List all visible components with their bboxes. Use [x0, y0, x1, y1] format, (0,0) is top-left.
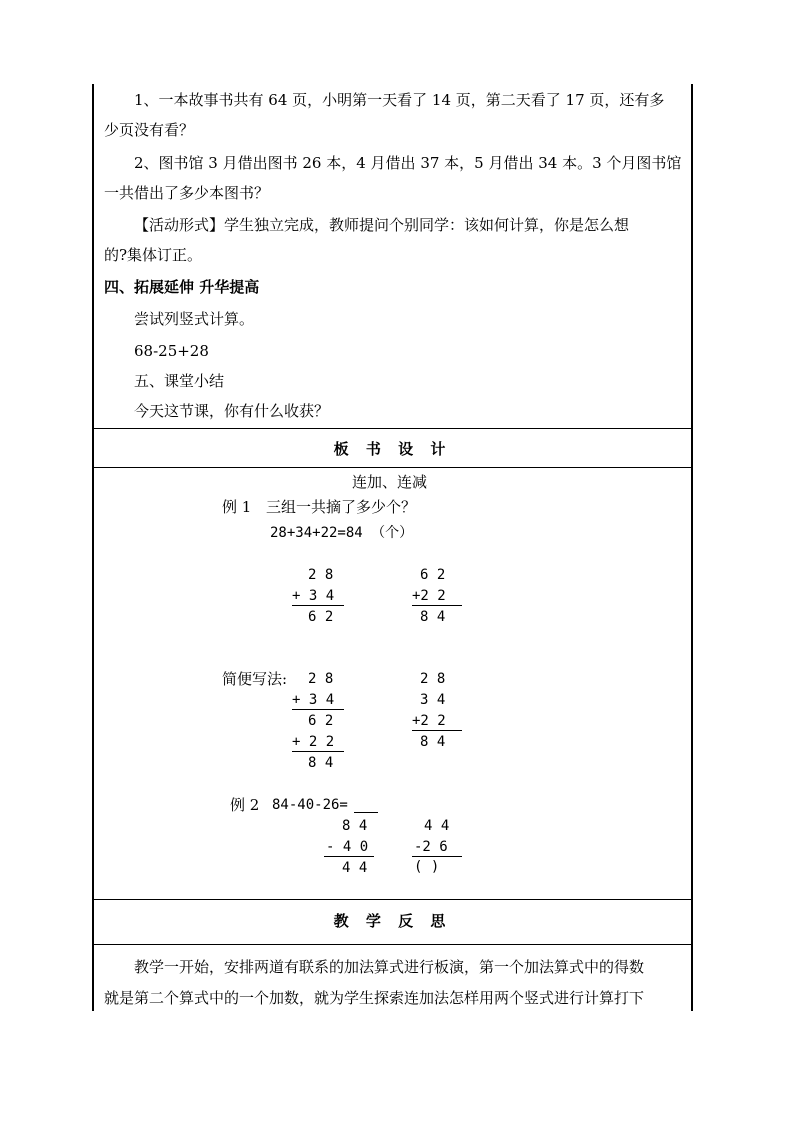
- vertical-4-line-2: 3 4: [420, 692, 446, 708]
- vertical-1-line-1: 2 8: [308, 567, 334, 583]
- vertical-3-line-2: + 3 4: [292, 692, 335, 708]
- vertical-5-rule: [324, 856, 374, 857]
- section-5-question: 今天这节课，你有什么收获？: [134, 402, 330, 420]
- example-1-equation: 28+34+22=84 （个）: [270, 525, 414, 541]
- vertical-2-line-1: 6 2: [420, 567, 446, 583]
- vertical-5-result: 4 4: [342, 860, 368, 876]
- section-5-heading: 五、课堂小结: [134, 372, 225, 390]
- board-title: 连加、连减: [352, 473, 428, 491]
- exercise-2-line-2: 一共借出了多少本图书？: [104, 184, 270, 202]
- vertical-2-result: 8 4: [420, 609, 446, 625]
- vertical-5-line-2: - 4 0: [326, 839, 369, 855]
- example-2-label: 例 2: [230, 796, 260, 814]
- exercise-1-line-2: 少页没有看？: [104, 121, 195, 139]
- vertical-3-line-4: + 2 2: [292, 734, 335, 750]
- divider: [92, 899, 693, 900]
- vertical-1-line-2: + 3 4: [292, 588, 335, 604]
- vertical-3-line-3: 6 2: [308, 713, 334, 729]
- vertical-6-answer-parens: ( ): [414, 859, 440, 875]
- divider: [92, 944, 693, 945]
- section-4-instruction: 尝试列竖式计算。: [134, 310, 255, 328]
- vertical-6-rule: [412, 856, 462, 857]
- vertical-4-line-1: 2 8: [420, 671, 446, 687]
- section-4-heading: 四、拓展延伸 升华提高: [104, 278, 260, 296]
- reflection-heading: 教 学 反 思: [333, 912, 452, 930]
- simple-writing-label: 简便写法:: [222, 670, 288, 688]
- vertical-3-result: 8 4: [308, 755, 334, 771]
- board-heading: 板 书 设 计: [333, 440, 452, 458]
- example-1-label: 例 1: [222, 498, 252, 516]
- vertical-4-result: 8 4: [420, 734, 446, 750]
- exercise-1-line-1: 1、一本故事书共有 64 页，小明第一天看了 14 页，第二天看了 17 页，还有多: [134, 91, 665, 109]
- reflection-line-2: 就是第二个算式中的一个加数，就为学生探索连加法怎样用两个竖式进行计算打下: [104, 989, 645, 1007]
- vertical-2-rule: [412, 605, 462, 606]
- vertical-3-rule: [292, 751, 344, 752]
- vertical-6-line-2: -2 6: [414, 839, 448, 855]
- vertical-2-line-2: +2 2: [412, 588, 446, 604]
- activity-line-1: 【活动形式】学生独立完成，教师提问个别同学：该如何计算，你是怎么想: [134, 216, 630, 234]
- divider: [92, 467, 693, 468]
- exercise-2-line-1: 2、图书馆 3 月借出图书 26 本，4 月借出 37 本，5 月借出 34 本。3 个月图书馆: [134, 154, 682, 172]
- vertical-3-rule: [292, 709, 344, 710]
- example-2-equation: 84-40-26=: [272, 797, 348, 813]
- vertical-3-line-1: 2 8: [308, 671, 334, 687]
- vertical-5-line-1: 8 4: [342, 818, 368, 834]
- activity-line-2: 的?集体订正。: [104, 246, 203, 264]
- vertical-1-result: 6 2: [308, 609, 334, 625]
- answer-blank: [354, 812, 378, 813]
- vertical-4-rule: [412, 730, 462, 731]
- section-4-expression: 68-25+28: [134, 342, 209, 360]
- vertical-6-line-1: 4 4: [424, 818, 450, 834]
- vertical-4-line-3: +2 2: [412, 713, 446, 729]
- reflection-line-1: 教学一开始，安排两道有联系的加法算式进行板演，第一个加法算式中的得数: [134, 958, 645, 976]
- vertical-1-rule: [292, 605, 344, 606]
- divider: [92, 428, 693, 429]
- example-1-question: 三组一共摘了多少个？: [266, 498, 417, 516]
